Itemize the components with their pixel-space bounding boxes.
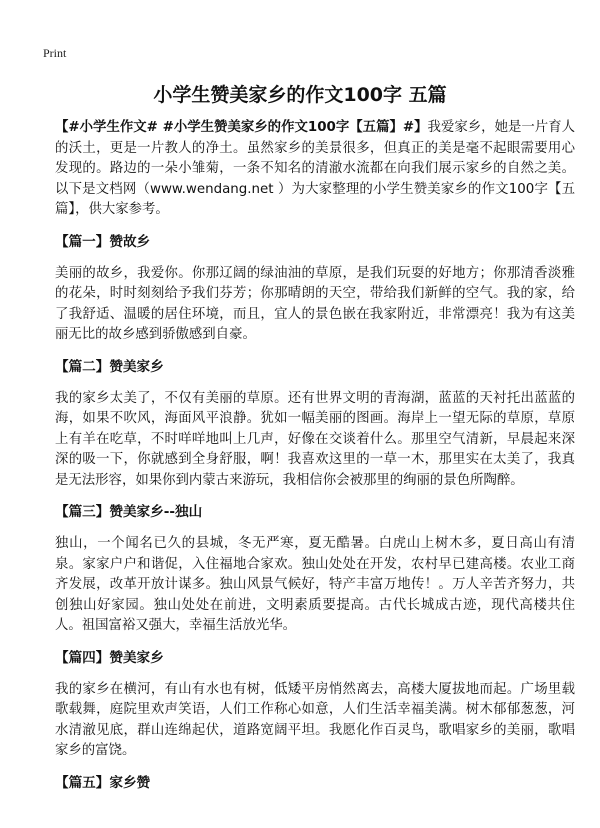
section-heading-2: 【篇二】赞美家乡 — [55, 358, 164, 375]
section-paragraph-4: 我的家乡在横河，有山有水也有树，低矮平房悄然离去，高楼大厦拔地而起。广场里载歌载舞，庭院里欢声笑语，人们工作称心如意，人们生活幸福美满。树木郁郁葱葱，河水清澈见底，群山连绵起伏，道路宽阔平坦。我愿化作百灵鸟，歌唱家乡的美丽，歌唱家乡的富饶。 — [55, 681, 575, 758]
intro-paragraph — [55, 118, 575, 221]
intro-lead: 【#小学生作文# #小学生赞美家乡的作文100字【五篇】#】 — [55, 120, 428, 135]
section-paragraph-1: 美丽的故乡，我爱你。你那辽阔的绿油油的草原，是我们玩耍的好地方；你那清香淡雅的花朵，时时刻刻给予我们芬芳；你那晴朗的天空，带给我们新鲜的空气。我的家，给了我舒适、温暖的居住环境，而且，宜人的景色嵌在我家附近，非常漂亮！我为有这美丽无比的故乡感到骄傲感到自豪。 — [55, 265, 575, 342]
section-heading-1: 【篇一】赞故乡 — [55, 233, 151, 250]
section-heading-5: 【篇五】家乡赞 — [55, 774, 151, 791]
section-heading-4: 【篇四】赞美家乡 — [55, 649, 164, 666]
intro-text: 我爱家乡，她是一片育人的沃土，更是一片教人的净土。虽然家乡的美景很多，但真正的美是毫不起眼需要用心发现的。路边的一朵小雏菊，一条不知名的清澈水流都在向我们展示家乡的自然之美。以下是文档网（www.wendang.net ）为大家整理的小学生赞美家乡的作文100字【五篇】，供大家参考。 — [55, 120, 575, 217]
section-paragraph-3: 独山，一个闻名已久的县城，冬无严寒，夏无酷暑。白虎山上树木多，夏日高山有清泉。家家户户和谐促，入住福地合家欢。独山处处在开发，农村早已建高楼。农业工商齐发展，改革开放计谋多。独山风景气候好，特产丰富万地传！。万人辛苦齐努力，共创独山好家园。独山处处在前进，文明素质要提高。古代长城成古迹，现代高楼共住人。祖国富裕又强大，幸福生活放光华。 — [55, 536, 575, 633]
print-label: Print — [43, 46, 67, 60]
page-title: 小学生赞美家乡的作文100字 五篇 — [153, 84, 447, 106]
article-body — [55, 118, 575, 793]
section-heading-3: 【篇三】赞美家乡--独山 — [55, 504, 203, 520]
section-paragraph-2: 我的家乡太美了，不仅有美丽的草原。还有世界文明的青海湖，蓝蓝的天衬托出蓝蓝的海，如果不吹风，海面风平浪静。犹如一幅美丽的图画。海岸上一望无际的草原，草原上有羊在吃草，不时咩咩地叫上几声，好像在交谈着什么。那里空气清新，早晨起来深深的吸一下，你就感到全身舒服，啊！我喜欢这里的一草一木，那里实在太美了，我真是无法形容，如果你到内蒙古来游玩，我相信你会被那里的绚丽的景色所陶醉。 — [55, 390, 575, 488]
